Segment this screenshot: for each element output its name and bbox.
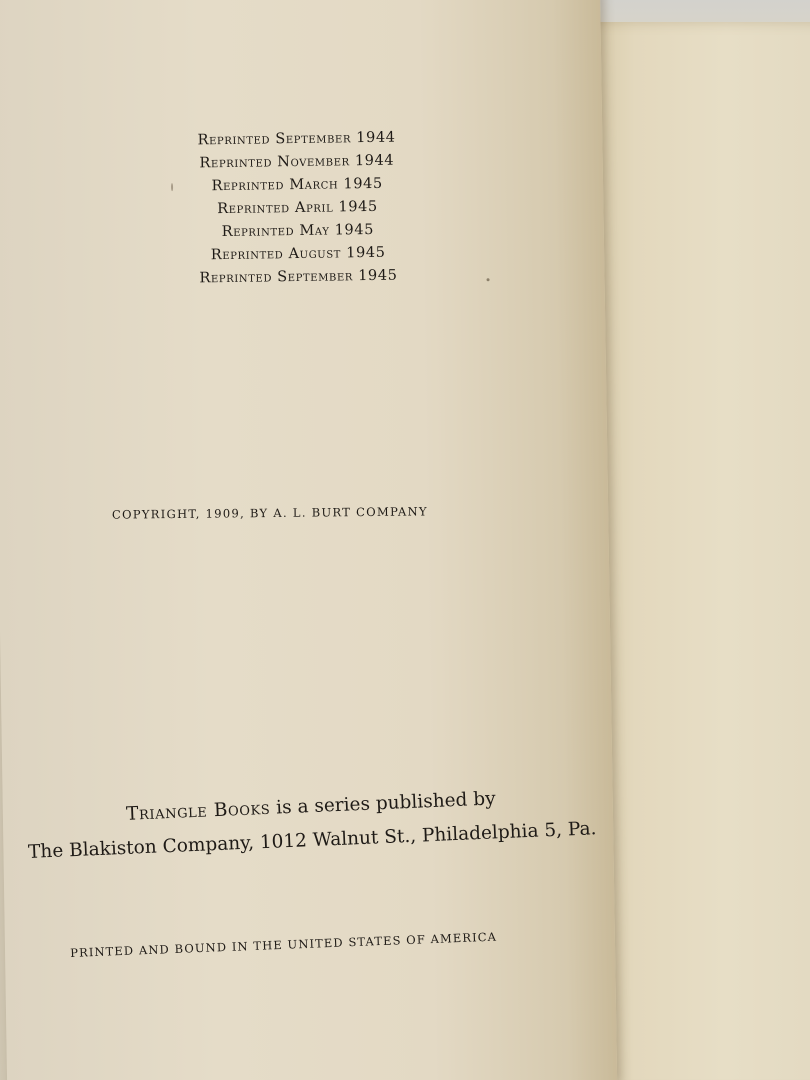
reprint-history — [189, 127, 406, 291]
reprint-line: Reprinted September 1945 — [199, 267, 398, 287]
paper-speck — [171, 183, 173, 191]
reprint-line: Reprinted August 1945 — [210, 244, 386, 264]
reprint-line: Reprinted April 1945 — [217, 198, 378, 218]
reprint-line: Reprinted May 1945 — [221, 221, 375, 241]
reprint-line: Reprinted November 1944 — [199, 152, 395, 172]
printed-notice: PRINTED AND BOUND IN THE UNITED STATES OF AMERICA — [70, 929, 498, 960]
paper-speck — [487, 278, 490, 281]
series-name: Triangle Books — [125, 797, 271, 825]
series-text: is a series published by — [269, 788, 496, 819]
copyright-notice: COPYRIGHT, 1909, BY A. L. BURT COMPANY — [111, 504, 428, 522]
reprint-line: Reprinted September 1944 — [197, 129, 396, 149]
publisher-address: The Blakiston Company, 1012 Walnut St., Philadelphia 5, Pa. — [27, 818, 597, 863]
reprint-line: Reprinted March 1945 — [211, 175, 383, 195]
